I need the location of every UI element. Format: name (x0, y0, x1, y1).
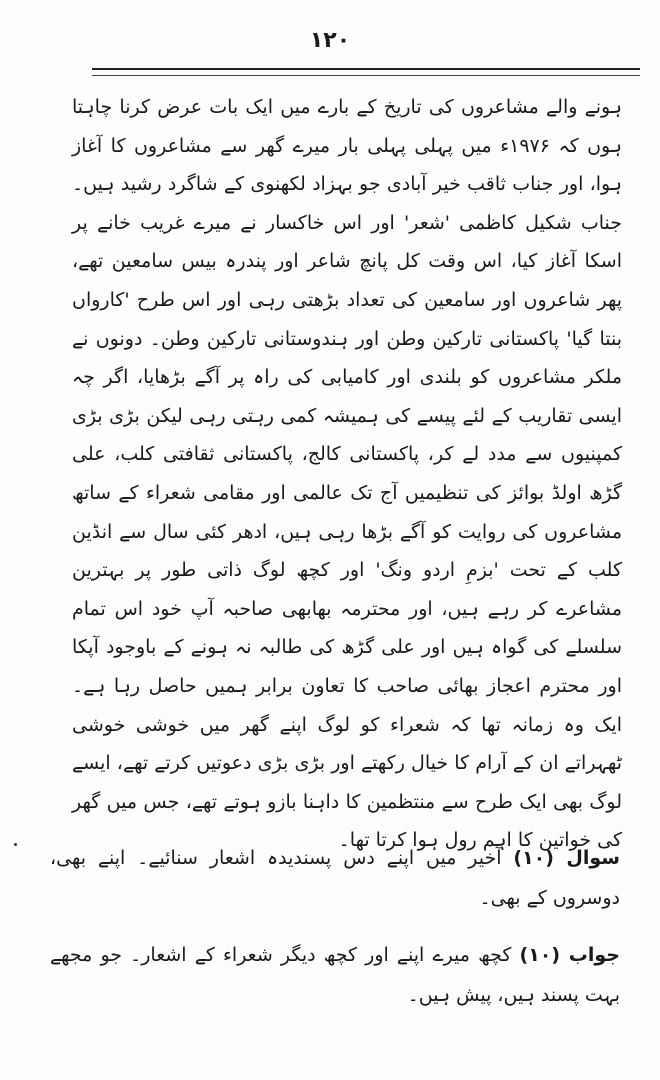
question-block (50, 838, 620, 918)
page-number: ۱۲۰ (309, 28, 351, 53)
answer-label: جواب (۱۰) (519, 944, 620, 966)
paragraph-text: ہونے والے مشاعروں کی تاریخ کے بارے میں ایک بات عرض کرنا چاہتا ہوں کہ ۱۹۷۶ء میں پہلی پہلی بار میرے گھر سے مشاعروں کا آغاز ہوا، اور جناب ثاقب خیر آبادی جو بہزاد لکھنوی کے شاگرد رشید ہیں۔ جناب شکیل کاظمی 'شعر' اور اس خاکسار نے میرے غریب خانے پر اسکا آغاز کیا، اس وقت کل پانچ شاعر اور پندرہ بیس سامعین تھے، پھر شاعروں اور سامعین کی تعداد بڑھتی رہی اور اس طرح 'کارواں بنتا گیا' پاکستانی تارکین وطن اور ہندوستانی تارکین وطن۔ دونوں نے ملکر مشاعروں کو بلندی اور کامیابی کی راہ پر آگے بڑھایا، اگر چہ ایسی تقاریب کے لئے پیسے کی ہمیشہ کمی رہتی رہی لیکن بڑی بڑی کمپنیوں سے مدد لے کر، پاکستانی کالج، پاکستانی ثقافتی کلب، علی گڑھ اولڈ بوائز کی تنظیمیں آج تک عالمی اور مقامی شعراء کے ساتھ مشاعروں کی روایت کو آگے بڑھا رہی ہیں، ادھر کئی سال سے انڈین کلب کے تحت 'بزمِ اردو ونگ' اور کچھ لوگ ذاتی طور پر بہترین مشاعرے کر رہے ہیں، اور محترمہ بھابھی صاحبہ آپ خود اس تمام سلسلے کی گواہ ہیں اور علی گڑھ کی طالبہ نہ ہونے کے باوجود آپکا اور محترم اعجاز بھائی صاحب کا تعاون برابر ہمیں حاصل رہا ہے۔ ایک وہ زمانہ تھا کہ شعراء کو لوگ اپنے گھر میں خوشی خوشی ٹھہراتے ان کے آرام کا خیال رکھتے اور بڑی بڑی دعوتیں کرتے تھے، ایسے لوگ بھی ایک طرح سے منتظمین کا داہنا بازو ہوتے تھے، جس میں گھر کی خواتین کا اہم رول ہوا کرتا تھا۔ (72, 96, 622, 852)
header-rule (92, 68, 640, 70)
question-label: سوال (۱۰) (513, 847, 620, 869)
answer-text: کچھ میرے اپنے اور کچھ دیگر شعراء کے اشعار۔ جو مجھے بہت پسند ہیں، پیش ہیں۔ (50, 944, 620, 1006)
header-rule-secondary (92, 75, 640, 76)
question-text: آخیر میں اپنے دس پسندیدہ اشعار سنائیے۔ اپنے بھی، دوسروں کے بھی۔ (50, 847, 620, 909)
margin-mark (14, 843, 17, 846)
main-paragraph (72, 88, 622, 860)
answer-block (50, 935, 620, 1015)
